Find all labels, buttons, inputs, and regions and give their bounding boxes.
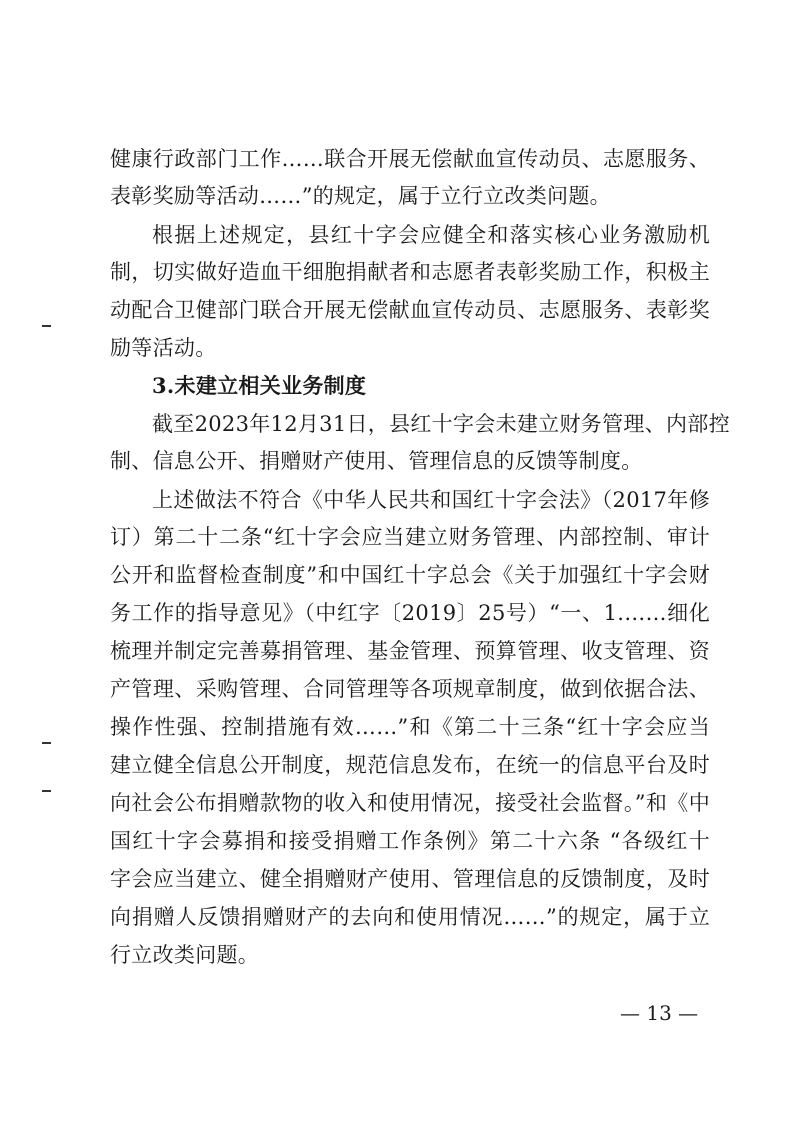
body-text-line: 建立健全信息公开制度，规范信息发布，在统一的信息平台及时 [110, 753, 710, 777]
body-text-line: 产管理、采购管理、合同管理等各项规章制度，做到依据合法、 [110, 677, 710, 701]
body-text-line: 务工作的指导意见》（中红字〔2019〕25号）“一、1.……细化 [110, 601, 710, 625]
binding-margin-mark [42, 790, 51, 792]
body-text-line: 公开和监督检查制度”和中国红十字总会《关于加强红十字会财 [110, 563, 710, 587]
paragraph-first-line: 上述做法不符合《中华人民共和国红十字会法》（2017年修 [152, 488, 710, 512]
body-text-line: 健康行政部门工作……联合开展无偿献血宣传动员、志愿服务、 [110, 147, 710, 171]
page-number: — 13 — [620, 1001, 699, 1025]
body-text-line: 动配合卫健部门联合开展无偿献血宣传动员、志愿服务、表彰奖 [110, 298, 710, 322]
paragraph-first-line: 截至2023年12月31日，县红十字会未建立财务管理、内部控 [152, 412, 730, 436]
body-text-line: 字会应当建立、健全捐赠财产使用、管理信息的反馈制度，及时 [110, 867, 710, 891]
body-text-line: 向捐赠人反馈捐赠财产的去向和使用情况……”的规定，属于立 [110, 905, 710, 929]
body-text-line: 表彰奖励等活动……”的规定，属于立行立改类问题。 [110, 184, 611, 208]
binding-margin-mark [42, 325, 51, 327]
body-text-line: 操作性强、控制措施有效……”和《第二十三条“红十字会应当 [110, 715, 710, 739]
body-text-line: 订）第二十二条“红十字会应当建立财务管理、内部控制、审计 [110, 525, 710, 549]
body-text-line: 行立改类问题。 [110, 943, 260, 967]
body-text-line: 国红十字会募捐和接受捐赠工作条例》第二十六条 “各级红十 [110, 829, 710, 853]
body-text-line: 梳理并制定完善募捐管理、基金管理、预算管理、收支管理、资 [110, 639, 710, 663]
body-text-line: 励等活动。 [110, 336, 217, 360]
body-text-line: 向社会公布捐赠款物的收入和使用情况，接受社会监督。”和《中 [110, 791, 710, 815]
body-text-line: 制、信息公开、捐赠财产使用、管理信息的反馈等制度。 [110, 449, 643, 473]
paragraph-first-line: 根据上述规定，县红十字会应健全和落实核心业务激励机 [152, 223, 710, 247]
binding-margin-mark [42, 742, 51, 744]
body-text-line: 制，切实做好造血干细胞捐献者和志愿者表彰奖励工作，积极主 [110, 260, 710, 284]
section-heading: 3.未建立相关业务制度 [152, 373, 367, 398]
